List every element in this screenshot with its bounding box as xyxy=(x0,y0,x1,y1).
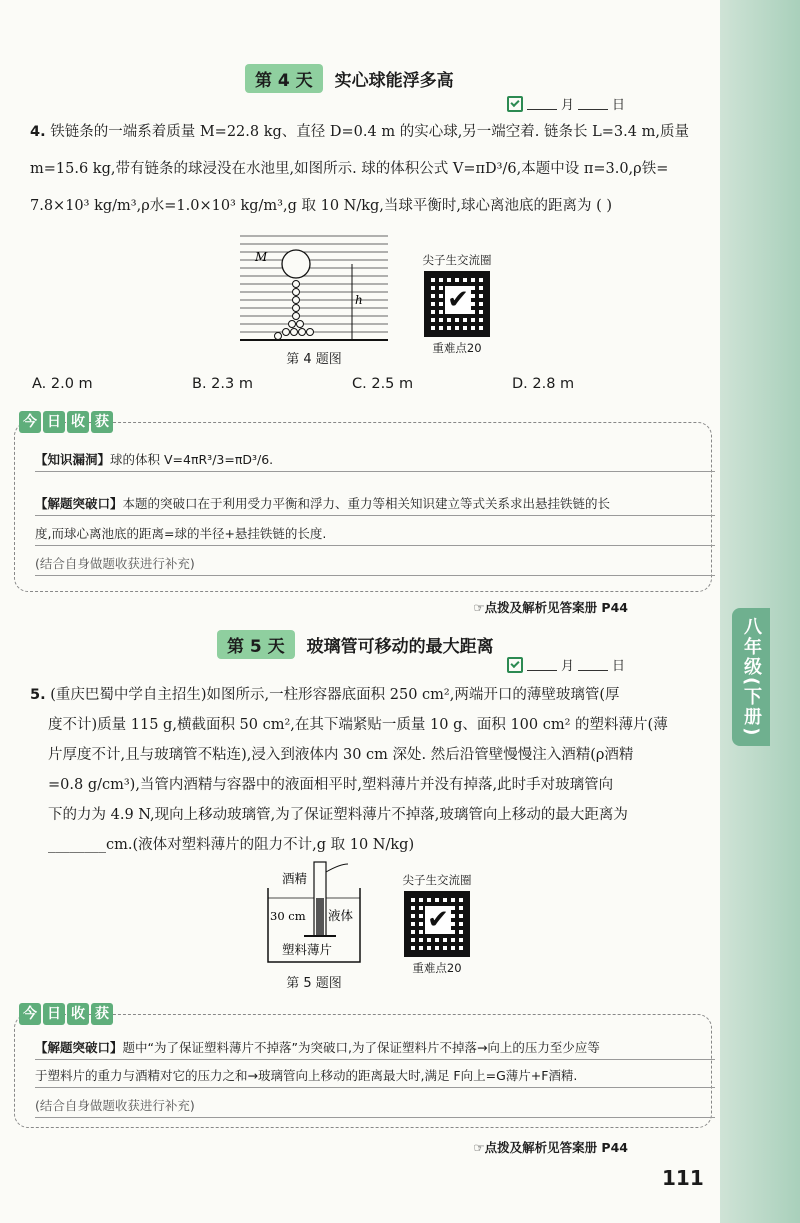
question-line: 片厚度不计,且与玻璃管不粘连),浸入到液体内 30 cm 深处. 然后沿管壁慢慢注入酒精(ρ酒精 xyxy=(48,747,634,763)
day4-title: 实心球能浮多高 xyxy=(334,71,454,91)
height-label: h xyxy=(355,293,363,307)
container-diagram xyxy=(264,858,364,968)
question-line: 铁链条的一端系着质量 M=22.8 kg、直径 D=0.4 m 的实心球,另一端空着. 链条长 L=3.4 m,质量 xyxy=(50,124,689,140)
question-number: 5. xyxy=(30,687,46,703)
qr-block-4[interactable] xyxy=(412,252,502,356)
figure-5 xyxy=(264,858,364,991)
day-label: 日 xyxy=(611,659,625,674)
pool-diagram xyxy=(240,232,388,344)
daily-harvest-box-4 xyxy=(14,414,712,592)
day-label: 日 xyxy=(611,98,625,113)
film-label: 塑料薄片 xyxy=(282,942,333,957)
question-5 xyxy=(30,680,710,860)
option-b[interactable]: B. 2.3 m xyxy=(192,376,253,392)
day5-date xyxy=(507,655,625,674)
month-label: 月 xyxy=(560,659,574,674)
grade-tab[interactable]: 八年级(下册) xyxy=(732,608,770,746)
question-line: m=15.6 kg,带有链条的球浸没在水池里,如图所示. 球的体积公式 V=πD³/6,本题中设 π=3.0,ρ铁= xyxy=(30,161,669,177)
day4-badge: 第 4 天 xyxy=(245,64,323,93)
depth-label: 30 cm xyxy=(270,909,306,923)
note-line[interactable]: (结合自身做题收获进行补充) xyxy=(35,553,715,576)
breakthrough-line-2: 度,而球心离池底的距离=球的半径+悬挂铁链的长度. xyxy=(35,523,715,546)
calendar-check-icon xyxy=(507,657,523,673)
question-line: =0.8 g/cm³),当管内酒精与容器中的液面相平时,塑料薄片并没有掉落,此时手对玻璃管向 xyxy=(48,777,614,793)
page-number: 111 xyxy=(662,1166,704,1190)
question-number: 4. xyxy=(30,124,46,140)
question-line: 度不计)质量 115 g,横截面积 50 cm²,在其下端紧贴一质量 10 g、面积 100 cm² 的塑料薄片(薄 xyxy=(48,717,668,733)
month-blank[interactable] xyxy=(527,97,557,110)
qr-code-icon[interactable] xyxy=(404,891,470,957)
qr-subtitle: 重难点20 xyxy=(412,961,462,975)
calendar-check-icon xyxy=(507,96,523,112)
figure-4 xyxy=(240,232,388,367)
month-blank[interactable] xyxy=(527,658,557,671)
month-label: 月 xyxy=(560,98,574,113)
ball-label: M xyxy=(255,250,268,264)
day4-header xyxy=(245,64,454,93)
liquid-label: 液体 xyxy=(328,908,354,923)
day5-badge: 第 5 天 xyxy=(217,630,295,659)
question-line: 下的力为 4.9 N,现向上移动玻璃管,为了保证塑料薄片不掉落,玻璃管向上移动的最大距离为 xyxy=(48,807,628,823)
day5-header xyxy=(217,630,494,659)
day4-date xyxy=(507,94,625,113)
breakthrough-line: 【解题突破口】本题的突破口在于利用受力平衡和浮力、重力等相关知识建立等式关系求出悬挂铁链的长 xyxy=(35,493,715,516)
answer-options xyxy=(32,376,672,392)
question-4 xyxy=(30,116,710,222)
qr-subtitle: 重难点20 xyxy=(432,341,482,355)
answer-reference: ☞点拨及解析见答案册 P44 xyxy=(473,600,628,615)
figure-caption: 第 4 题图 xyxy=(286,352,342,367)
box-title: 今 日 收 获 xyxy=(19,1003,113,1025)
option-c[interactable]: C. 2.5 m xyxy=(352,376,414,392)
daily-harvest-box-5 xyxy=(14,1006,712,1128)
day-blank[interactable] xyxy=(578,97,608,110)
question-line: 7.8×10³ kg/m³,ρ水=1.0×10³ kg/m³,g 取 10 N/kg,当球平衡时,球心离池底的距离为 ( ) xyxy=(30,198,613,214)
breakthrough-line-2: 于塑料片的重力与酒精对它的压力之和→玻璃管向上移动的距离最大时,满足 F向上=G薄片+F酒精. xyxy=(35,1065,715,1088)
figure-caption: 第 5 题图 xyxy=(286,976,342,991)
note-line[interactable]: (结合自身做题收获进行补充) xyxy=(35,1095,715,1118)
day-blank[interactable] xyxy=(578,658,608,671)
qr-code-icon[interactable] xyxy=(424,271,490,337)
knowledge-gap-line: 【知识漏洞】球的体积 V=4πR³/3=πD³/6. xyxy=(35,449,715,472)
qr-title: 尖子生交流圈 xyxy=(422,253,492,267)
breakthrough-line: 【解题突破口】题中“为了保证塑料薄片不掉落”为突破口,为了保证塑料片不掉落→向上的压力至少应等 xyxy=(35,1037,715,1060)
question-line[interactable]: ________cm.(液体对塑料薄片的阻力不计,g 取 10 N/kg) xyxy=(48,837,415,853)
qr-block-5[interactable] xyxy=(392,872,482,976)
option-d[interactable]: D. 2.8 m xyxy=(512,376,575,392)
ball-shape xyxy=(282,250,310,278)
qr-title: 尖子生交流圈 xyxy=(402,873,472,887)
box-title: 今 日 收 获 xyxy=(19,411,113,433)
day5-title: 玻璃管可移动的最大距离 xyxy=(306,637,494,657)
alcohol-label: 酒精 xyxy=(282,871,308,886)
question-line: (重庆巴蜀中学自主招生)如图所示,一柱形容器底面积 250 cm²,两端开口的薄壁玻璃管(厚 xyxy=(50,687,620,703)
answer-reference: ☞点拨及解析见答案册 P44 xyxy=(473,1140,628,1155)
option-a[interactable]: A. 2.0 m xyxy=(32,376,93,392)
